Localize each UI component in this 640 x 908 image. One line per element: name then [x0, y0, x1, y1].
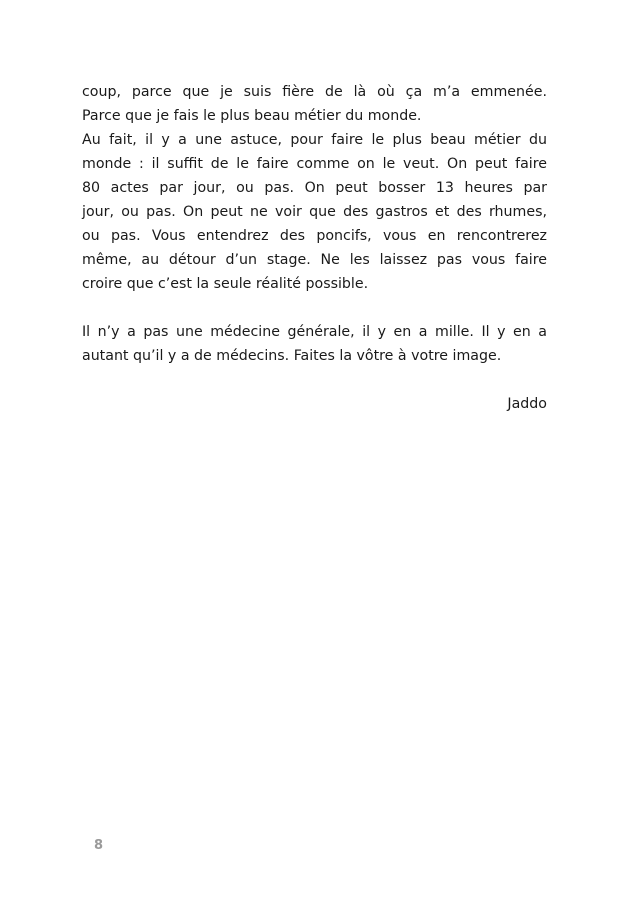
text-line: jour, ou pas. On peut ne voir que des gastros et des rhumes, [82, 204, 547, 220]
text-line: 80 actes par jour, ou pas. On peut bosser 13 heures par [82, 180, 547, 196]
page-number: 8 [94, 838, 104, 853]
body-text [82, 80, 547, 416]
text-line: Au fait, il y a une astuce, pour faire le plus beau métier du [82, 132, 547, 148]
paragraph-1 [82, 80, 547, 128]
paragraph-gap [82, 296, 547, 320]
text-line: Il n’y a pas une médecine générale, il y en a mille. Il y en a [82, 324, 547, 340]
text-line: même, au détour d’un stage. Ne les laissez pas vous faire [82, 252, 547, 268]
paragraph-2 [82, 128, 547, 296]
text-line: coup, parce que je suis fière de là où ça m’a emmenée. [82, 84, 547, 100]
text-line: croire que c’est la seule réalité possible. [82, 276, 369, 292]
text-line: Parce que je fais le plus beau métier du monde. [82, 108, 422, 124]
text-line: monde : il suffit de le faire comme on le veut. On peut faire [82, 156, 547, 172]
text-line: autant qu’il y a de médecins. Faites la vôtre à votre image. [82, 348, 502, 364]
paragraph-3 [82, 320, 547, 368]
author-signature: Jaddo [507, 396, 547, 412]
text-line: ou pas. Vous entendrez des poncifs, vous en rencontrerez [82, 228, 547, 244]
